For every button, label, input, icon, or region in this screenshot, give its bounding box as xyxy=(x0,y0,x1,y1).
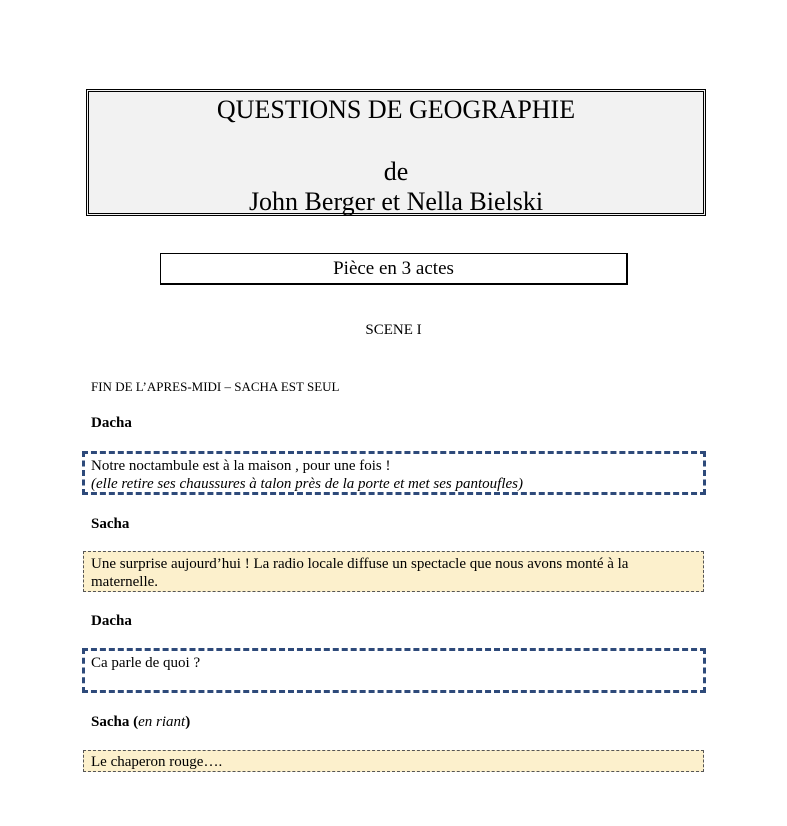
speech-box-dacha xyxy=(82,648,706,693)
play-title: QUESTIONS DE GEOGRAPHIE xyxy=(216,95,576,124)
play-authors: John Berger et Nella Bielski xyxy=(248,187,544,216)
speech-text: Une surprise aujourd’hui ! La radio locale diffuse un spectacle que nous avons monté à la maternelle. xyxy=(91,556,629,590)
play-subtitle: Pièce en 3 actes xyxy=(160,253,628,285)
speech-box-sacha xyxy=(83,551,704,592)
speech-stage-direction: (elle retire ses chaussures à talon près de la porte et met ses pantoufles) xyxy=(91,476,524,492)
speech-box-dacha xyxy=(82,451,706,495)
speech-box-sacha xyxy=(83,750,704,772)
scene-heading: SCENE I xyxy=(365,322,422,338)
speech-text: Notre noctambule est à la maison , pour une fois ! xyxy=(91,458,391,474)
speech-text: Le chaperon rouge…. xyxy=(91,754,223,770)
speaker-name: Dacha xyxy=(91,415,132,431)
opening-stage-direction: FIN DE L’APRES-MIDI – SACHA EST SEUL xyxy=(91,379,340,394)
speaker-name: Dacha xyxy=(91,613,132,629)
speaker-name: Sacha xyxy=(91,714,130,730)
speech-text: Ca parle de quoi ? xyxy=(91,655,201,671)
speaker-name: Sacha xyxy=(91,516,130,532)
play-title-box xyxy=(86,89,706,216)
speaker-name-with-aside: Sacha (en riant) xyxy=(91,714,191,730)
speaker-aside: en riant xyxy=(138,714,186,730)
play-title-by: de xyxy=(383,157,409,186)
